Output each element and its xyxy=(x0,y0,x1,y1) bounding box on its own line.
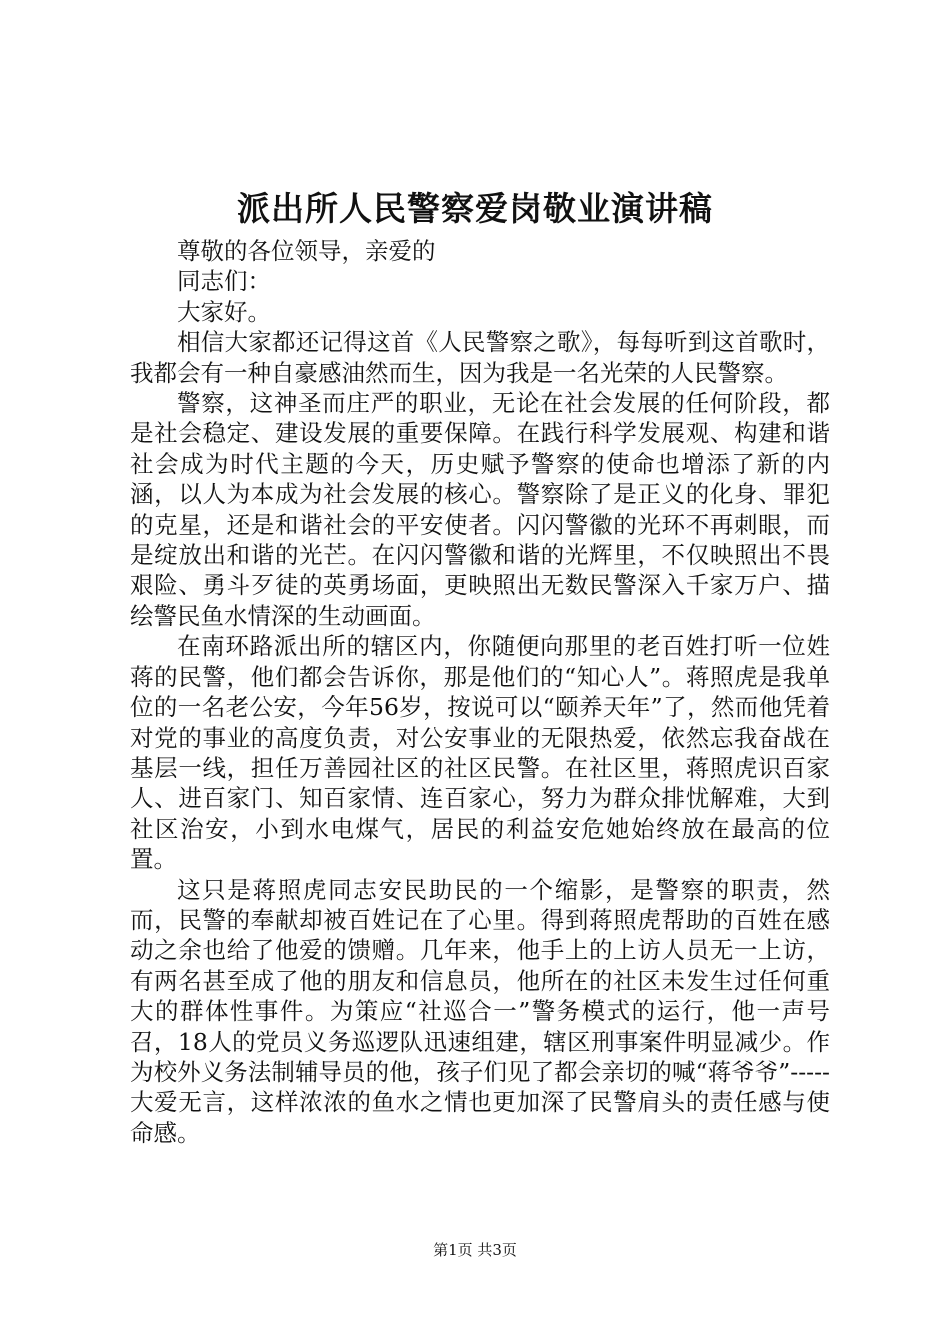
greeting: 大家好。 xyxy=(177,297,271,326)
paragraph-intro: 相信大家都还记得这首《人民警察之歌》，每每听到这首歌时，我都会有一种自豪感油然而生，因为我是一名光荣的人民警察。 xyxy=(130,328,830,387)
paragraph-jiang-zhaohu: 在南环路派出所的辖区内，你随便向那里的老百姓打听一位姓蒋的民警，他们都会告诉你，那是他们的“知心人”。蒋照虎是我单位的一名老公安，今年56岁，按说可以“颐养天年”了，然而他凭着对党的事业的高度负责，对公安事业的无限热爱，依然忘我奋战在基层一线，担任万善园社区的社区民警。在社区里，蒋照虎识百家人、进百家门、知百家情、连百家心，努力为群众排忧解难，大到社区治安，小到水电煤气，居民的利益安危她始终放在最高的位置。 xyxy=(130,632,830,874)
document-body xyxy=(130,236,830,1148)
salutation-line-2: 同志们： xyxy=(177,267,271,296)
page-footer: 第1页 共3页 xyxy=(433,1241,517,1259)
paragraph-police-mission: 警察，这神圣而庄严的职业，无论在社会发展的任何阶段，都是社会稳定、建设发展的重要保障。在践行科学发展观、构建和谐社会成为时代主题的今天，历史赋予警察的使命也增添了新的内涵，以人为本成为社会发展的核心。警察除了是正义的化身、罪犯的克星，还是和谐社会的平安使者。闪闪警徽的光环不再刺眼，而是绽放出和谐的光芒。在闪闪警徽和谐的光辉里，不仅映照出不畏艰险、勇斗歹徒的英勇场面，更映照出无数民警深入千家万户、描绘警民鱼水情深的生动画面。 xyxy=(130,389,830,630)
salutation-line-1: 尊敬的各位领导，亲爱的 xyxy=(177,237,436,265)
paragraph-dedication: 这只是蒋照虎同志安民助民的一个缩影，是警察的职责，然而，民警的奉献却被百姓记在了心里。得到蒋照虎帮助的百姓在感动之余也给了他爱的馈赠。几年来，他手上的上访人员无一上访，有两名甚至成了他的朋友和信息员，他所在的社区未发生过任何重大的群体性事件。为策应“社巡合一”警务模式的运行，他一声号召，18人的党员义务巡逻队迅速组建，辖区刑事案件明显减少。作为校外义务法制辅导员的他，孩子们见了都会亲切的喊“蒋爷爷”-----大爱无言，这样浓浓的鱼水之情也更加深了民警肩头的责任感与使命感。 xyxy=(130,875,830,1147)
document-title: 派出所人民警察爱岗敬业演讲稿 xyxy=(237,189,713,228)
